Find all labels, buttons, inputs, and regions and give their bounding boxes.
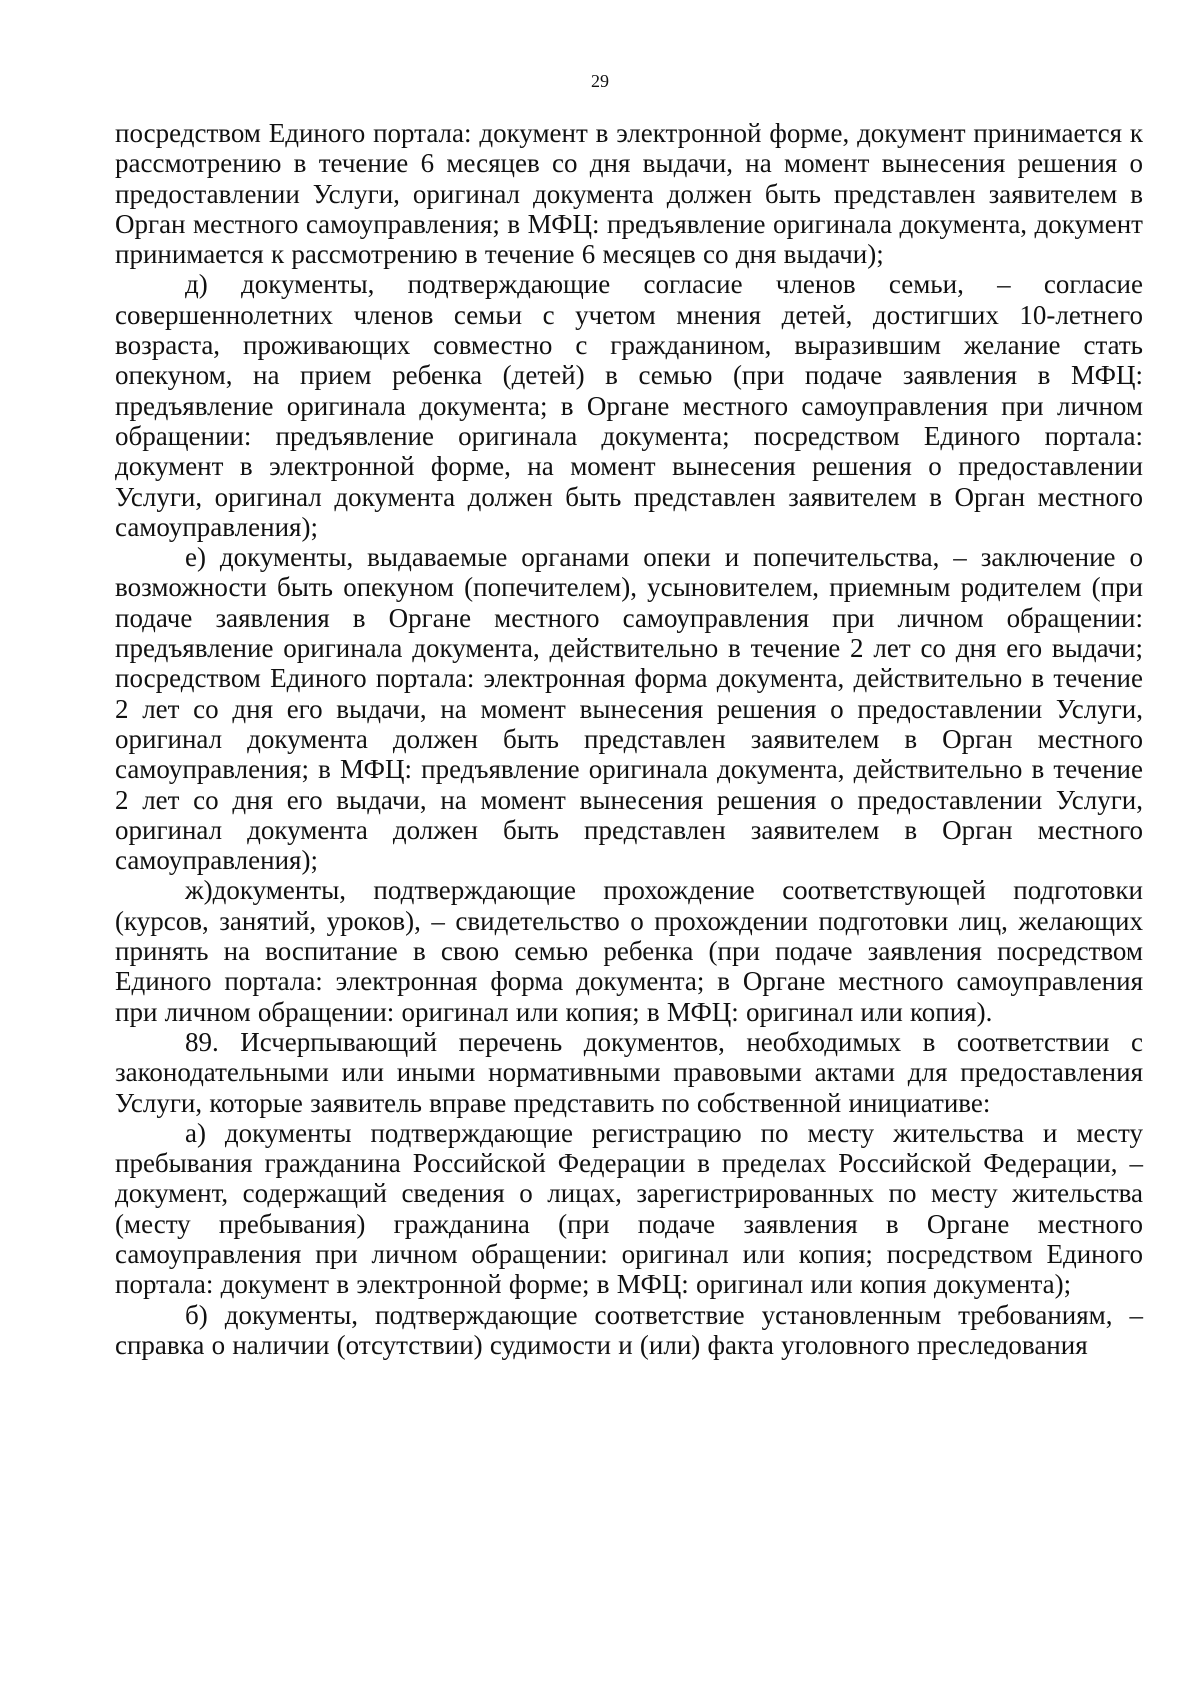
paragraph-item-b: б) документы, подтверждающие соответствие установленным требованиям, – справка о наличии (отсутствии) судимости и (или) факта уголовного преследования (115, 1299, 1143, 1360)
page-number: 29 (591, 71, 609, 91)
paragraph-item-a: а) документы подтверждающие регистрацию по месту жительства и месту пребывания гражданина Российской Федерации в пределах Российской Федерации, – документ, содержащий сведения о лицах, зарегистрированных по месту жительства (месту пребывания) гражданина (при подаче заявления в Органе местного самоуправления при личном обращении: оригинал или копия; посредством Единого портала: документ в электронной форме; в МФЦ: оригинал или копия документа); (115, 1117, 1143, 1300)
paragraph-item-zh: ж)документы, подтверждающие прохождение соответствующей подготовки (курсов, занятий, уроков), – свидетельство о прохождении подготовки лиц, желающих принять на воспитание в свою семью ребенка (при подаче заявления посредством Единого портала: электронная форма документа; в Органе местного самоуправления при личном обращении: оригинал или копия; в МФЦ: оригинал или копия). (115, 875, 1143, 1027)
document-body (115, 118, 1143, 1360)
paragraph-clause-89: 89. Исчерпывающий перечень документов, необходимых в соответствии с законодательными или иными нормативными правовыми актами для предоставления Услуги, которые заявитель вправе представить по собственной инициативе: (115, 1026, 1143, 1118)
paragraph-item-d: д) документы, подтверждающие согласие членов семьи, – согласие совершеннолетних членов семьи с учетом мнения детей, достигших 10-летнего возраста, проживающих совместно с гражданином, выразившим желание стать опекуном, на прием ребенка (детей) в семью (при подаче заявления в МФЦ: предъявление оригинала документа; в Органе местного самоуправления при личном обращении: предъявление оригинала документа; посредством Единого портала: документ в электронной форме, на момент вынесения решения о предоставлении Услуги, оригинал документа должен быть представлен заявителем в Орган местного самоуправления); (115, 269, 1143, 542)
paragraph-continuation: посредством Единого портала: документ в электронной форме, документ принимается к рассмотрению в течение 6 месяцев со дня выдачи, на момент вынесения решения о предоставлении Услуги, оригинал документа должен быть представлен заявителем в Орган местного самоуправления; в МФЦ: предъявление оригинала документа, документ принимается к рассмотрению в течение 6 месяцев со дня выдачи); (115, 118, 1143, 270)
paragraph-item-e: е) документы, выдаваемые органами опеки и попечительства, – заключение о возможности быть опекуном (попечителем), усыновителем, приемным родителем (при подаче заявления в Органе местного самоуправления при личном обращении: предъявление оригинала документа, действительно в течение 2 лет со дня его выдачи; посредством Единого портала: электронная форма документа, действительно в течение 2 лет со дня его выдачи, на момент вынесения решения о предоставлении Услуги, оригинал документа должен быть представлен заявителем в Орган местного самоуправления; в МФЦ: предъявление оригинала документа, действительно в течение 2 лет со дня его выдачи, на момент вынесения решения о предоставлении Услуги, оригинал документа должен быть представлен заявителем в Орган местного самоуправления); (115, 542, 1143, 876)
